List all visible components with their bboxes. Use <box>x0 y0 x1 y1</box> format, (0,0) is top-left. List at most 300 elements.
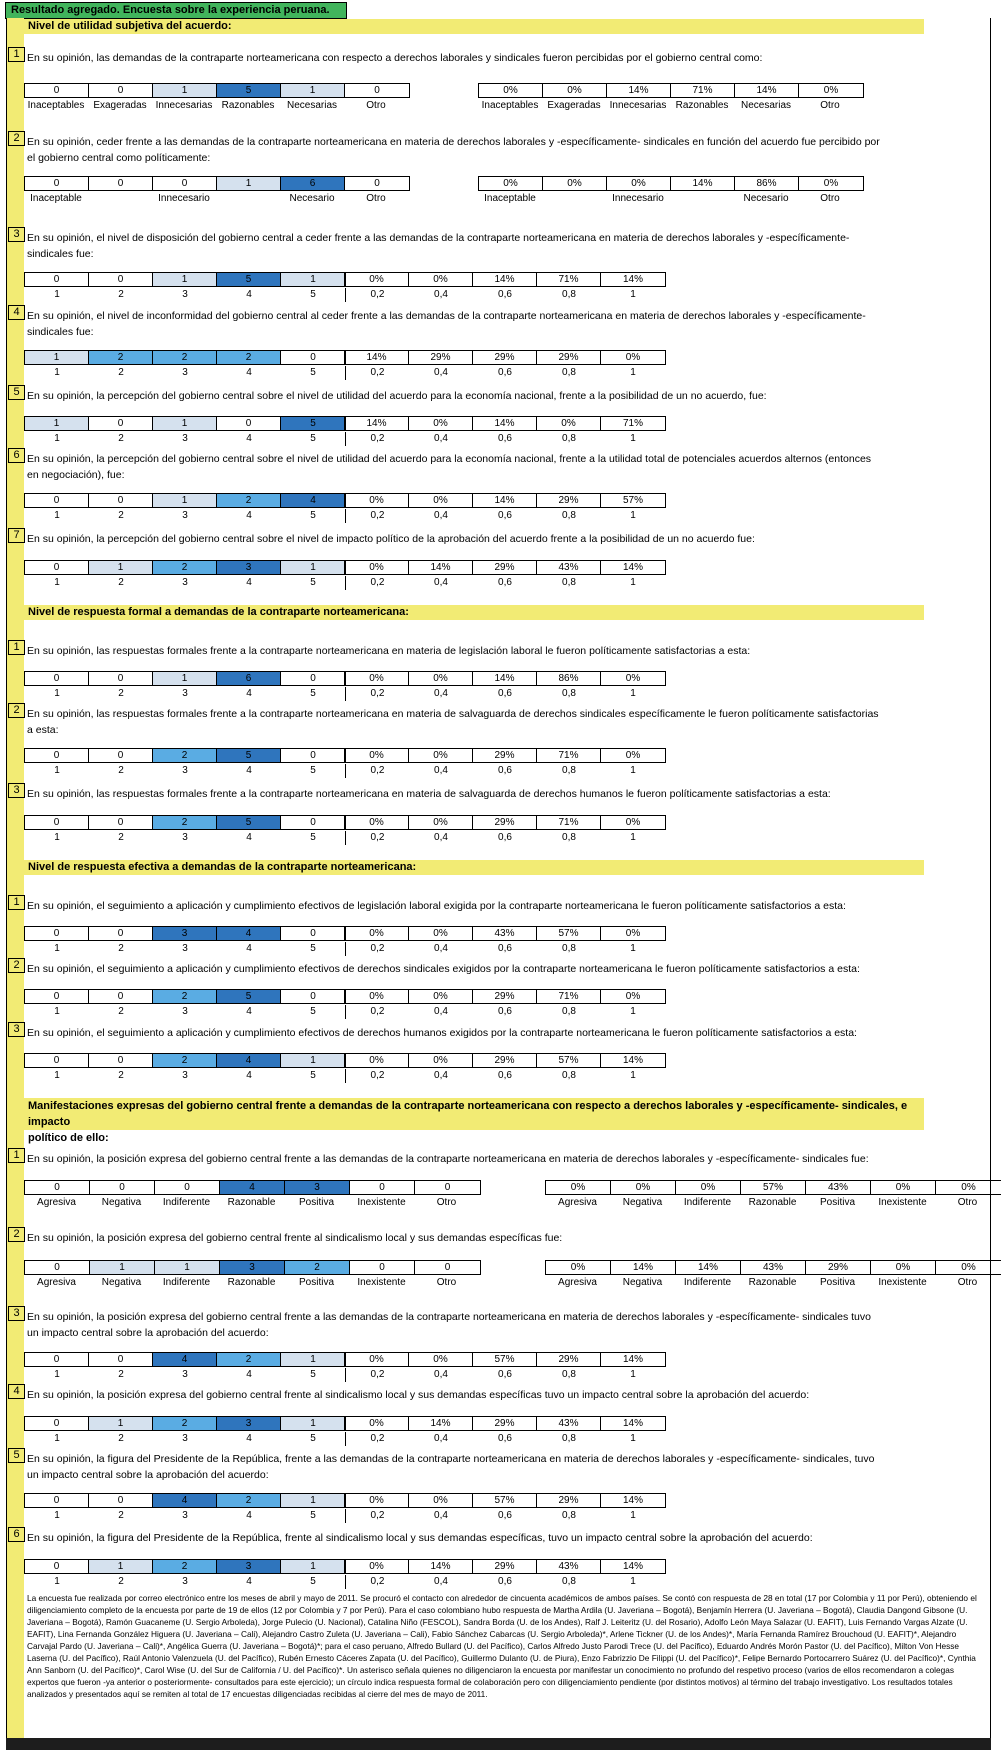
question-text: En su opinión, la posición expresa del gobierno central frente al sindicalismo local y sus demandas específicas fue: <box>27 1232 563 1244</box>
category-label: Razonable <box>227 1277 276 1288</box>
scale-tick: 2 <box>118 765 124 776</box>
percent-row-cell: 29% <box>537 494 601 507</box>
category-label: Inexistente <box>357 1277 406 1288</box>
scale-tick: 5 <box>310 1006 316 1017</box>
scale-tick: 4 <box>246 688 252 699</box>
percent-row-cell: 0% <box>409 417 473 430</box>
count-row <box>24 748 346 763</box>
percent-tick: 0,6 <box>498 1369 512 1380</box>
percent-tick: 0,2 <box>345 509 409 523</box>
percent-row-cell: 14% <box>611 1261 676 1274</box>
count-row-cell: 0 <box>345 84 409 97</box>
percent-row-cell: 0% <box>607 177 671 190</box>
category-label: Necesario <box>289 193 335 204</box>
scale-tick: 4 <box>246 577 252 588</box>
scale-tick: 1 <box>54 367 60 378</box>
scale-tick: 3 <box>182 367 188 378</box>
question-text-line2: en negociación), fue: <box>27 469 125 481</box>
scale-ticks <box>25 687 665 701</box>
count-row-cell: 2 <box>153 561 217 574</box>
scale-tick: 3 <box>182 688 188 699</box>
percent-tick: 0,4 <box>434 765 448 776</box>
scale-tick: 2 <box>118 943 124 954</box>
percent-row-cell: 29% <box>473 816 537 829</box>
percent-row-cell: 0% <box>625 352 641 363</box>
scale-tick: 5 <box>310 1433 316 1444</box>
question-number: 1 <box>8 640 25 655</box>
category-label: Negativa <box>101 1277 142 1288</box>
percent-row-cell: 0% <box>625 928 641 939</box>
percent-tick: 1 <box>630 943 636 954</box>
percent-row-cell: 0% <box>409 672 473 685</box>
scale-tick: 1 <box>54 433 60 444</box>
count-row-cell: 2 <box>217 1494 281 1507</box>
scale-ticks <box>25 1575 665 1589</box>
count-row <box>24 1352 346 1367</box>
percent-row-cell: 14% <box>622 1495 643 1506</box>
percent-tick: 0,8 <box>562 289 576 300</box>
scale-tick: 3 <box>182 577 188 588</box>
percent-tick: 0,2 <box>345 942 409 956</box>
percent-tick: 0,4 <box>434 1369 448 1380</box>
percent-tick: 0,8 <box>562 1070 576 1081</box>
scale-tick: 4 <box>246 433 252 444</box>
scale-ticks <box>25 831 665 845</box>
category-label: Inaceptable <box>484 193 536 204</box>
percent-row-cell: 14% <box>671 177 735 190</box>
percent-row-cell: 14% <box>622 274 643 285</box>
percent-row-cell: 29% <box>473 1417 537 1430</box>
count-row-cell: 1 <box>89 1560 153 1573</box>
question-number: 3 <box>8 227 25 242</box>
header-badge: Resultado agregado. Encuesta sobre la experiencia peruana. <box>5 2 347 19</box>
percent-row-cell: 0% <box>409 749 473 762</box>
percent-row-cell: 14% <box>607 84 671 97</box>
category-label: Inexistente <box>357 1197 406 1208</box>
count-row <box>24 815 346 830</box>
percent-row-cell: 0% <box>345 1560 409 1573</box>
category-labels <box>24 1196 479 1210</box>
question-text: En su opinión, el seguimiento a aplicación y cumplimiento efectivos de legislación laboral exigida por la contraparte norteamericana le fueron políticamente satisfactorios a esta: <box>27 900 846 912</box>
category-label: Otro <box>820 193 840 204</box>
percent-row-cell: 71% <box>537 990 601 1003</box>
percent-row-cell: 0% <box>345 672 409 685</box>
question-text-line2: un impacto central sobre la aprobación del acuerdo: <box>27 1469 269 1481</box>
count-row <box>24 926 346 941</box>
scale-tick: 1 <box>54 1433 60 1444</box>
scale-tick: 1 <box>54 289 60 300</box>
percent-row <box>344 671 666 686</box>
scale-tick: 3 <box>182 433 188 444</box>
percent-row-cell: 0% <box>479 177 543 190</box>
question-number: 2 <box>8 958 25 973</box>
category-label: Inexistente <box>878 1197 927 1208</box>
percent-row-cell: 0% <box>345 927 409 940</box>
percent-row-cell: 14% <box>473 273 537 286</box>
question-text-line1: En su opinión, el nivel de inconformidad del gobierno central al ceder frente a las demandas de la contraparte norteamericana en materia de derechos laborales y -específicamente- <box>27 310 866 322</box>
percent-row-cell: 43% <box>537 1417 601 1430</box>
count-row-cell: 2 <box>153 1417 217 1430</box>
percent-row <box>344 748 666 763</box>
category-label: Indiferente <box>683 1197 732 1208</box>
percent-row-cell: 29% <box>473 1054 537 1067</box>
question-number: 6 <box>8 448 25 463</box>
scale-ticks <box>25 366 665 380</box>
scale-tick: 2 <box>118 1576 124 1587</box>
percent-row-cell: 0% <box>611 1181 676 1194</box>
scale-tick: 5 <box>310 433 316 444</box>
percent-tick: 0,2 <box>345 288 409 302</box>
question-text-line1: En su opinión, las respuestas formales frente a la contraparte norteamericana en materia de salvaguarda de derechos sindicales específicamente le fueron políticamente satisfactorias <box>27 708 879 720</box>
percent-tick: 0,4 <box>434 688 448 699</box>
percent-row-cell: 0% <box>409 927 473 940</box>
scale-tick: 4 <box>246 1510 252 1521</box>
count-row-cell: 1 <box>153 672 217 685</box>
percent-row-cell: 14% <box>473 672 537 685</box>
percent-tick: 0,6 <box>498 943 512 954</box>
question-text: En su opinión, la percepción del gobierno central sobre el nivel de utilidad del acuerdo para la economía nacional, frente a la posibilidad de un no acuerdo, fue: <box>27 390 767 402</box>
percent-row-cell: 57% <box>473 1353 537 1366</box>
count-row-cell: 0 <box>89 990 153 1003</box>
scale-tick: 3 <box>182 1070 188 1081</box>
category-label: Exageradas <box>93 100 147 111</box>
count-row-cell: 0 <box>25 1353 89 1366</box>
category-label: Otro <box>957 1277 978 1288</box>
count-row-cell: 1 <box>153 273 217 286</box>
count-row-cell: 3 <box>220 1261 285 1274</box>
count-row-cell: 0 <box>89 816 153 829</box>
category-label: Positiva <box>819 1197 855 1208</box>
question-text: En su opinión, las respuestas formales frente a la contraparte norteamericana en materia de legislación laboral le fueron políticamente satisfactorias a esta: <box>27 645 751 657</box>
question-text: En su opinión, la figura del Presidente de la República, frente al sindicalismo local y sus demandas específicas, tuvo un impacto central sobre la aprobación del acuerdo: <box>27 1532 813 1544</box>
percent-row-cell: 0% <box>345 273 409 286</box>
percent-row-cell: 14% <box>622 1418 643 1429</box>
count-row-cell: 1 <box>90 1261 155 1274</box>
count-row-cell: 0 <box>25 1560 89 1573</box>
count-row-cell: 1 <box>281 84 345 97</box>
percent-tick: 0,8 <box>562 688 576 699</box>
category-label: Razonables <box>675 100 729 111</box>
percent-row-cell: 14% <box>622 562 643 573</box>
count-row-cell: 0 <box>89 273 153 286</box>
percent-row <box>344 1493 666 1508</box>
count-row-cell: 5 <box>217 990 281 1003</box>
category-label: Otro <box>436 1197 457 1208</box>
percent-tick: 1 <box>630 765 636 776</box>
count-row-cell: 1 <box>89 1417 153 1430</box>
scale-tick: 5 <box>310 832 316 843</box>
question-number: 5 <box>8 385 25 400</box>
count-row <box>24 1053 346 1068</box>
percent-tick: 0,4 <box>434 1070 448 1081</box>
scale-tick: 1 <box>54 1510 60 1521</box>
percent-tick: 0,2 <box>345 432 409 446</box>
count-row-cell: 0 <box>25 177 89 190</box>
count-row-cell: 5 <box>217 273 281 286</box>
percent-tick: 0,6 <box>498 1006 512 1017</box>
category-label: Negativa <box>101 1197 142 1208</box>
percent-row <box>344 560 666 575</box>
question-number: 1 <box>8 1148 25 1163</box>
scale-tick: 5 <box>310 289 316 300</box>
count-row-cell: 0 <box>155 1181 220 1194</box>
count-row-cell: 0 <box>89 1353 153 1366</box>
percent-row <box>344 350 666 365</box>
category-label: Otro <box>820 100 840 111</box>
scale-tick: 1 <box>54 688 60 699</box>
percent-row-cell: 0% <box>961 1182 976 1193</box>
percent-tick: 0,6 <box>498 1510 512 1521</box>
category-label: Exageradas <box>547 100 601 111</box>
count-row-cell: 4 <box>217 927 281 940</box>
scale-tick: 3 <box>182 1576 188 1587</box>
scale-tick: 5 <box>310 688 316 699</box>
percent-row-cell: 0% <box>409 1494 473 1507</box>
count-row <box>24 1260 481 1275</box>
scale-tick: 5 <box>310 367 316 378</box>
count-row <box>24 416 346 431</box>
percent-row-cell: 14% <box>735 84 799 97</box>
count-row-cell: 0 <box>281 351 345 364</box>
percent-tick: 0,8 <box>562 1369 576 1380</box>
question-text-line2: a esta: <box>27 724 59 736</box>
scale-ticks <box>25 509 665 523</box>
category-label: Innecesarias <box>155 100 213 111</box>
count-row-cell: 1 <box>281 1494 345 1507</box>
scale-tick: 4 <box>246 367 252 378</box>
count-row-cell: 1 <box>25 351 89 364</box>
scale-tick: 4 <box>246 832 252 843</box>
percent-row-cell: 14% <box>409 1417 473 1430</box>
category-label: Inaceptables <box>481 100 539 111</box>
category-label: Inaceptables <box>27 100 85 111</box>
percent-row-cell: 71% <box>622 418 643 429</box>
count-row-cell: 2 <box>153 1560 217 1573</box>
percent-row-cell: 0% <box>543 177 607 190</box>
count-row-cell: 1 <box>281 561 345 574</box>
percent-row-cell: 29% <box>473 990 537 1003</box>
percent-row-cell: 86% <box>735 177 799 190</box>
percent-row-cell: 14% <box>345 351 409 364</box>
question-number: 1 <box>8 47 25 62</box>
percent-row-cell: 14% <box>345 417 409 430</box>
scale-tick: 2 <box>118 688 124 699</box>
percent-row-cell: 43% <box>741 1261 806 1274</box>
scale-tick: 3 <box>182 1006 188 1017</box>
scale-ticks <box>25 942 665 956</box>
scale-tick: 5 <box>310 765 316 776</box>
count-row-cell: 6 <box>217 672 281 685</box>
percent-tick: 0,8 <box>562 832 576 843</box>
percent-row-cell: 0% <box>537 417 601 430</box>
category-label <box>670 192 734 206</box>
category-label: Agresiva <box>37 1197 76 1208</box>
count-row-cell: 2 <box>153 816 217 829</box>
percent-row-cell: 71% <box>537 273 601 286</box>
question-number: 3 <box>8 1306 25 1321</box>
scale-tick: 4 <box>246 1433 252 1444</box>
percent-tick: 0,8 <box>562 943 576 954</box>
count-row-cell: 0 <box>89 672 153 685</box>
scale-tick: 3 <box>182 832 188 843</box>
count-row-cell: 2 <box>217 1353 281 1366</box>
count-row-cell: 0 <box>25 1054 89 1067</box>
percent-row-cell: 29% <box>409 351 473 364</box>
percent-tick: 0,2 <box>345 1368 409 1382</box>
scale-tick: 1 <box>54 1576 60 1587</box>
percent-row <box>344 815 666 830</box>
count-row-cell: 2 <box>153 1054 217 1067</box>
question-text: En su opinión, el seguimiento a aplicación y cumplimiento efectivos de derechos sindicales exigidos por la contraparte norteamericana le fueron políticamente satisfactorios a esta: <box>27 963 860 975</box>
count-row-cell: 2 <box>153 749 217 762</box>
percent-tick: 0,4 <box>434 289 448 300</box>
scale-tick: 1 <box>54 943 60 954</box>
scale-tick: 5 <box>310 1070 316 1081</box>
percent-tick: 0,2 <box>345 1575 409 1589</box>
category-labels-pct <box>478 192 862 206</box>
percent-tick: 0,4 <box>434 577 448 588</box>
percent-tick: 0,8 <box>562 577 576 588</box>
scale-tick: 3 <box>182 1369 188 1380</box>
count-row-cell: 0 <box>415 1261 480 1274</box>
count-row-cell: 3 <box>217 1417 281 1430</box>
percent-tick: 0,4 <box>434 367 448 378</box>
count-row-cell: 5 <box>281 417 345 430</box>
scale-tick: 1 <box>54 510 60 521</box>
count-row-cell: 0 <box>153 177 217 190</box>
count-row-cell: 0 <box>415 1181 480 1194</box>
question-text-line1: En su opinión, el nivel de disposición del gobierno central a ceder frente a las demandas de la contraparte norteamericana en materia de derechos laborales y -específicamente- <box>27 232 850 244</box>
percent-row-cell: 14% <box>409 561 473 574</box>
count-row-cell: 5 <box>217 749 281 762</box>
count-row-cell: 1 <box>153 494 217 507</box>
scale-tick: 5 <box>310 577 316 588</box>
count-row-cell: 0 <box>25 273 89 286</box>
category-labels <box>24 99 408 113</box>
category-label: Razonable <box>748 1197 797 1208</box>
count-row-cell: 0 <box>25 1181 90 1194</box>
percent-row <box>344 1559 666 1574</box>
scale-tick: 2 <box>118 1510 124 1521</box>
scale-tick: 2 <box>118 289 124 300</box>
percent-tick: 0,6 <box>498 433 512 444</box>
count-row-cell: 0 <box>89 749 153 762</box>
count-row <box>24 1416 346 1431</box>
percent-tick: 1 <box>630 577 636 588</box>
count-row-cell: 0 <box>25 927 89 940</box>
percent-tick: 0,6 <box>498 832 512 843</box>
percent-row <box>344 272 666 287</box>
category-label <box>542 192 606 206</box>
percent-tick: 0,2 <box>345 1005 409 1019</box>
scale-tick: 1 <box>54 765 60 776</box>
percent-row-cell: 29% <box>473 749 537 762</box>
percent-row <box>478 83 864 98</box>
count-row-cell: 0 <box>25 1417 89 1430</box>
category-label: Razonables <box>221 100 275 111</box>
percent-row-cell: 29% <box>473 1560 537 1573</box>
percent-row <box>344 493 666 508</box>
count-row-cell: 0 <box>25 561 89 574</box>
percent-row-cell: 0% <box>546 1261 611 1274</box>
percent-tick: 0,2 <box>345 576 409 590</box>
question-number: 2 <box>8 703 25 718</box>
count-row <box>24 1559 346 1574</box>
count-row-cell: 1 <box>153 417 217 430</box>
count-row <box>24 671 346 686</box>
scale-ticks <box>25 432 665 446</box>
percent-row-cell: 14% <box>473 494 537 507</box>
percent-row-cell: 0% <box>543 84 607 97</box>
percent-row-cell: 0% <box>409 273 473 286</box>
category-label: Otro <box>366 100 386 111</box>
count-row-cell: 0 <box>89 177 153 190</box>
category-label <box>88 192 152 206</box>
percent-tick: 1 <box>630 1070 636 1081</box>
percent-row-cell: 57% <box>622 495 643 506</box>
question-number: 1 <box>8 895 25 910</box>
percent-tick: 0,2 <box>345 1432 409 1446</box>
percent-tick: 1 <box>630 433 636 444</box>
percent-tick: 1 <box>630 1006 636 1017</box>
category-label: Otro <box>957 1197 978 1208</box>
percent-tick: 0,2 <box>345 687 409 701</box>
question-text-line1: En su opinión, ceder frente a las demandas de la contraparte norteamericana en materia de derechos laborales y -específicamente- sindicales en función del acuerdo fue percibido por <box>27 136 880 148</box>
percent-row <box>344 989 666 1004</box>
percent-tick: 0,6 <box>498 688 512 699</box>
section-header-4-line2: político de ello: <box>28 1132 109 1144</box>
percent-row-cell: 0% <box>409 1054 473 1067</box>
percent-row-cell: 0% <box>625 750 641 761</box>
question-text: En su opinión, el seguimiento a aplicación y cumplimiento efectivos de derechos humanos exigidos por la contraparte norteamericana le fueron políticamente satisfactorios a esta: <box>27 1027 857 1039</box>
category-label: Innecesario <box>158 193 210 204</box>
percent-row-cell: 43% <box>537 561 601 574</box>
count-row <box>24 350 346 365</box>
percent-row <box>344 416 666 431</box>
percent-row-cell: 0% <box>409 1353 473 1366</box>
category-label: Innecesario <box>612 193 664 204</box>
percent-tick: 0,8 <box>562 367 576 378</box>
percent-tick: 0,6 <box>498 1070 512 1081</box>
bottom-bar <box>6 1738 991 1750</box>
percent-tick: 1 <box>630 832 636 843</box>
count-row-cell: 0 <box>281 927 345 940</box>
question-text-line1: En su opinión, la figura del Presidente de la República, frente a las demandas de la contraparte norteamericana en materia de derechos laborales y -específicamente- sindicales, tuvo <box>27 1453 875 1465</box>
percent-tick: 0,2 <box>345 1069 409 1083</box>
percent-tick: 0,8 <box>562 1006 576 1017</box>
percent-row <box>344 1416 666 1431</box>
percent-row-cell: 57% <box>537 1054 601 1067</box>
percent-tick: 0,8 <box>562 510 576 521</box>
scale-ticks <box>25 1432 665 1446</box>
scale-tick: 2 <box>118 1006 124 1017</box>
percent-tick: 1 <box>630 688 636 699</box>
percent-tick: 0,4 <box>434 1006 448 1017</box>
scale-ticks <box>25 576 665 590</box>
category-labels <box>24 1276 479 1290</box>
percent-row-cell: 0% <box>871 1181 936 1194</box>
scale-tick: 1 <box>54 1006 60 1017</box>
scale-tick: 4 <box>246 289 252 300</box>
percent-row-cell: 29% <box>537 1353 601 1366</box>
percent-row-cell: 0% <box>479 84 543 97</box>
count-row-cell: 6 <box>281 177 345 190</box>
percent-tick: 0,4 <box>434 510 448 521</box>
percent-row-cell: 0% <box>409 990 473 1003</box>
count-row <box>24 1180 481 1195</box>
percent-row-cell: 29% <box>537 351 601 364</box>
count-row-cell: 4 <box>153 1353 217 1366</box>
